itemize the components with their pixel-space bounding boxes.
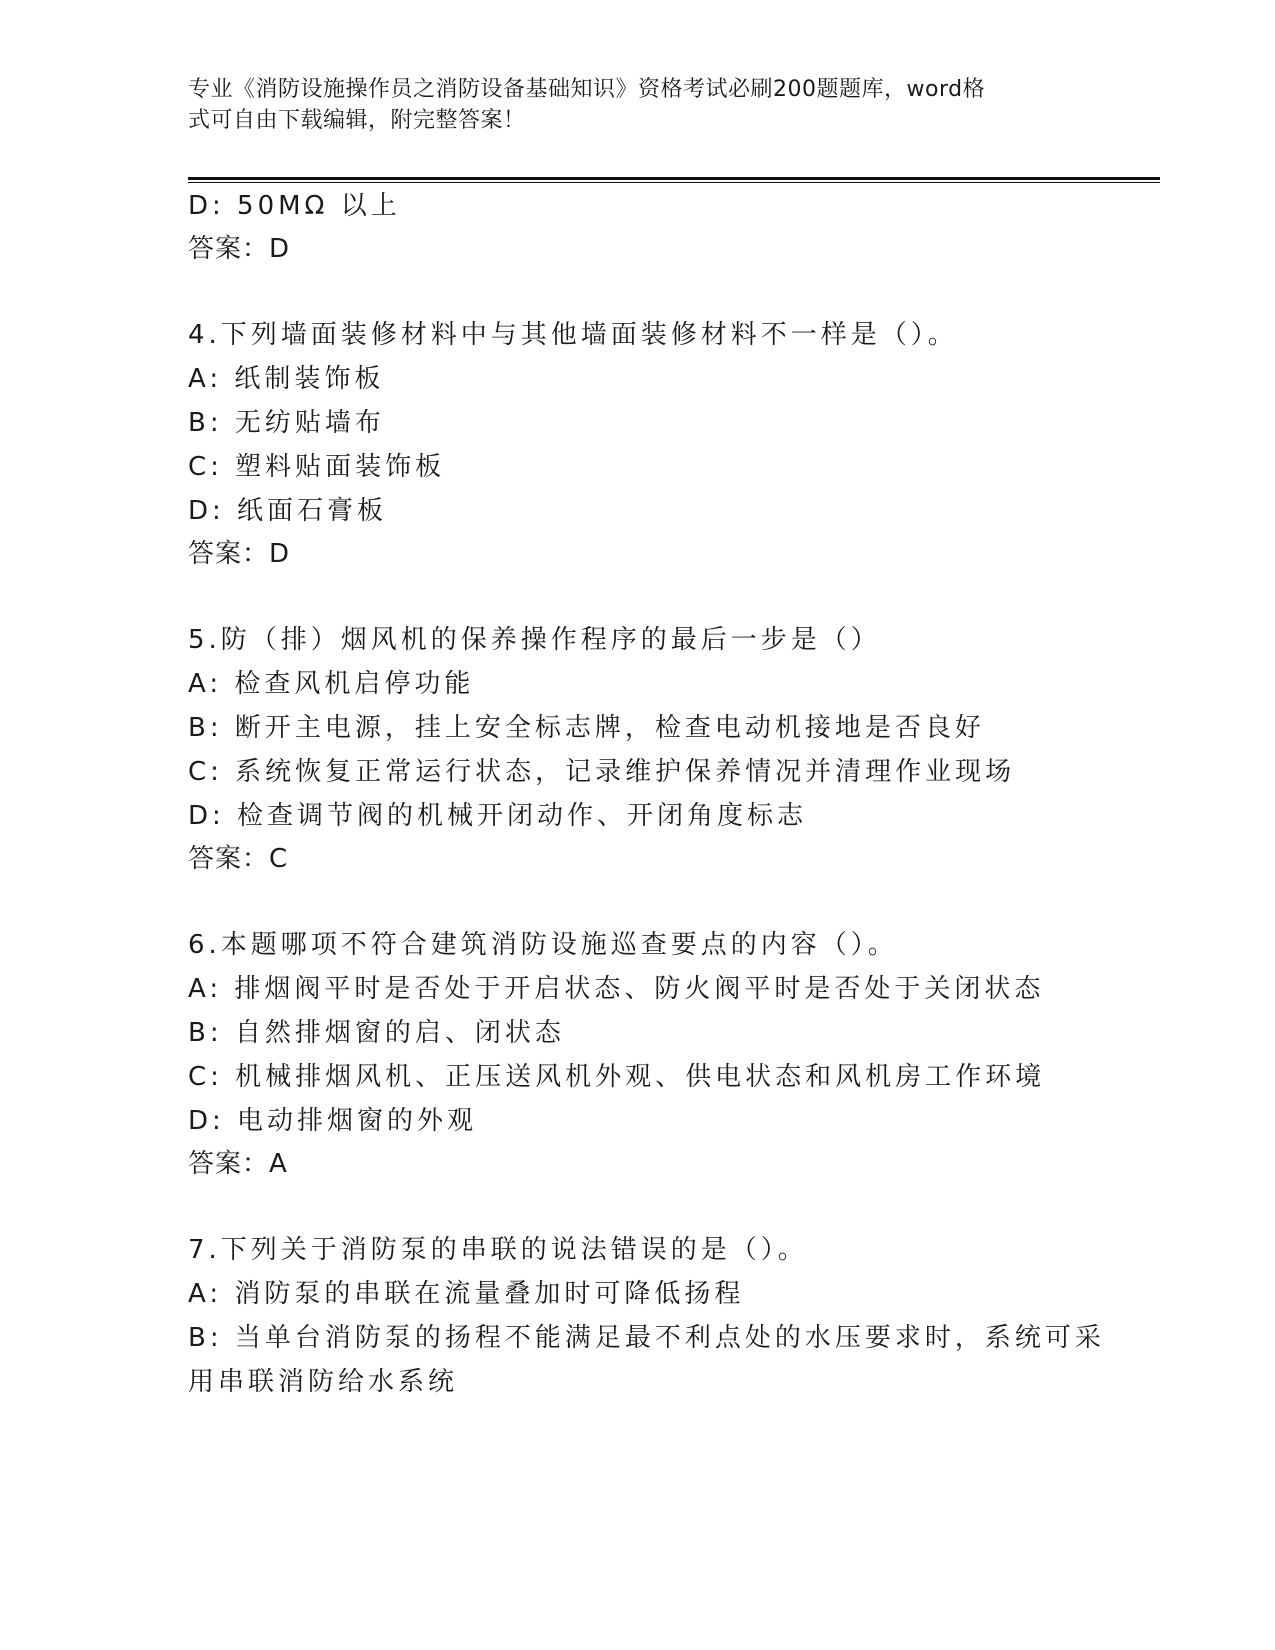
- q4-option-c: C: 塑料贴面装饰板: [188, 452, 446, 482]
- page-header: [188, 74, 1088, 136]
- q3-option-d: D: 50MΩ 以上: [188, 191, 401, 221]
- q5-stem: 5.防（排）烟风机的保养操作程序的最后一步是（）: [188, 625, 881, 655]
- q3-answer: 答案：D: [188, 234, 291, 264]
- header-rule-thick: [188, 177, 1160, 180]
- q5-option-d: D: 检查调节阀的机械开闭动作、开闭角度标志: [188, 801, 808, 831]
- header-title-line-2: 式可自由下载编辑，附完整答案！: [188, 108, 526, 133]
- q5-answer: 答案：C: [188, 844, 289, 874]
- q4-option-b: B: 无纺贴墙布: [188, 408, 385, 438]
- q4-answer: 答案：D: [188, 539, 291, 569]
- q7-option-b-line-1: B: 当单台消防泵的扬程不能满足最不利点处的水压要求时，系统可采: [188, 1323, 1105, 1353]
- q6-option-c: C: 机械排烟风机、正压送风机外观、供电状态和风机房工作环境: [188, 1062, 1046, 1092]
- q7-option-b-line-2: 用串联消防给水系统: [188, 1367, 459, 1397]
- q5-option-a: A: 检查风机启停功能: [188, 669, 475, 699]
- q6-option-d: D: 电动排烟窗的外观: [188, 1106, 478, 1136]
- header-rule-thin: [188, 182, 1160, 183]
- q7-option-a: A: 消防泵的串联在流量叠加时可降低扬程: [188, 1279, 745, 1309]
- q4-stem: 4.下列墙面装修材料中与其他墙面装修材料不一样是（）。: [188, 320, 958, 350]
- q6-stem: 6.本题哪项不符合建筑消防设施巡查要点的内容（）。: [188, 930, 898, 960]
- q5-option-b: B: 断开主电源，挂上安全标志牌，检查电动机接地是否良好: [188, 713, 985, 743]
- q6-answer: 答案：A: [188, 1149, 288, 1179]
- q4-option-d: D: 纸面石膏板: [188, 496, 388, 526]
- q6-option-a: A: 排烟阀平时是否处于开启状态、防火阀平时是否处于关闭状态: [188, 974, 1045, 1004]
- q5-option-c: C: 系统恢复正常运行状态，记录维护保养情况并清理作业现场: [188, 757, 1016, 787]
- q6-option-b: B: 自然排烟窗的启、闭状态: [188, 1018, 565, 1048]
- q4-option-a: A: 纸制装饰板: [188, 364, 385, 394]
- q7-stem: 7.下列关于消防泵的串联的说法错误的是（）。: [188, 1235, 808, 1265]
- header-title-line-1: 专业《消防设施操作员之消防设备基础知识》资格考试必刷200题题库，word格: [188, 77, 986, 102]
